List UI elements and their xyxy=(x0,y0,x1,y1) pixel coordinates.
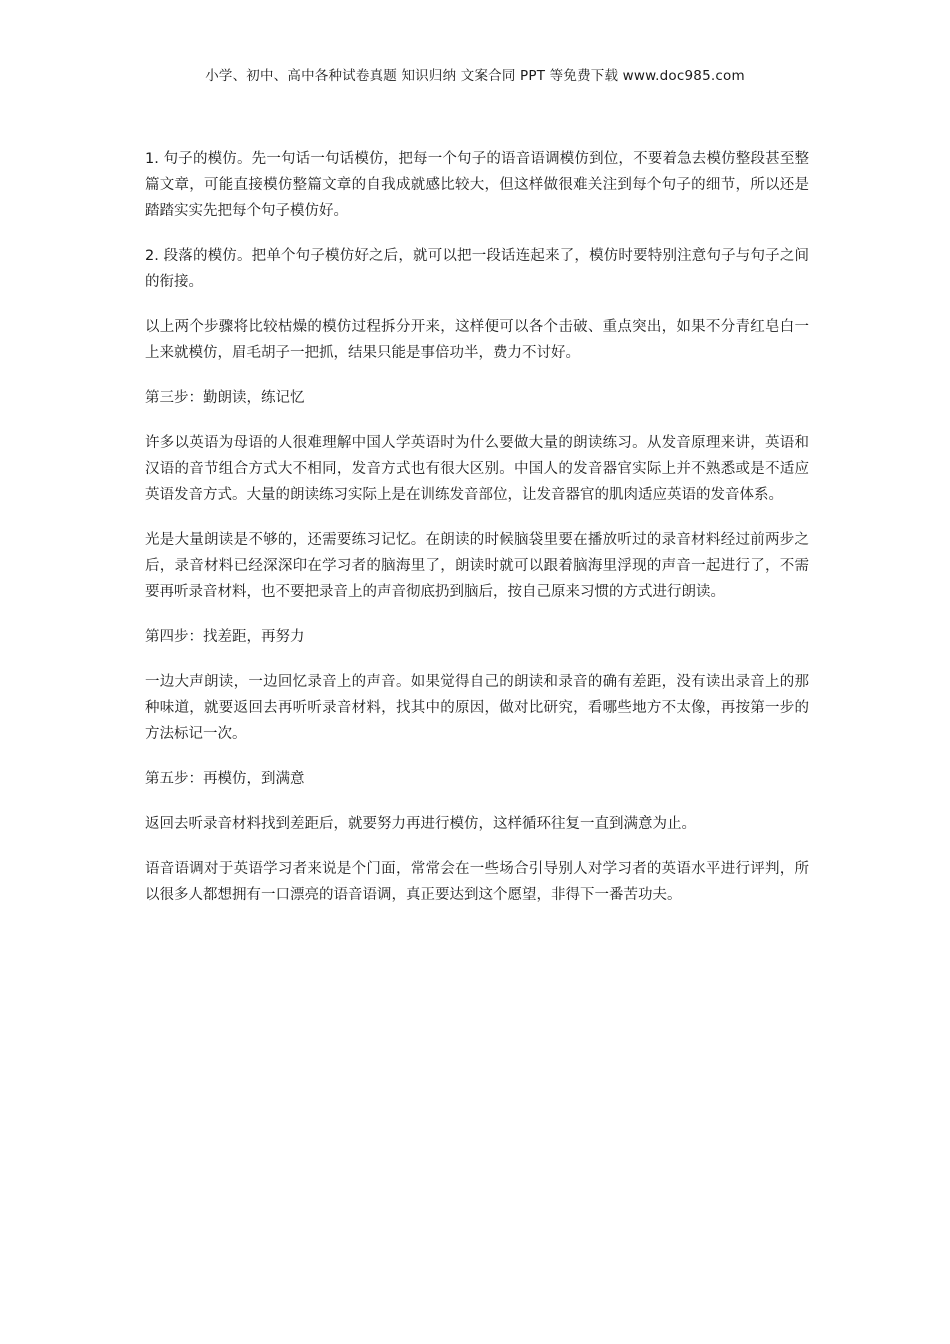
paragraph-conclusion: 语音语调对于英语学习者来说是个门面，常常会在一些场合引导别人对学习者的英语水平进行评判，所以很多人都想拥有一口漂亮的语音语调，真正要达到这个愿望，非得下一番苦功夫。 xyxy=(145,861,809,903)
step-five-heading: 第五步：再模仿，到满意 xyxy=(145,771,305,787)
paragraph-summary: 以上两个步骤将比较枯燥的模仿过程拆分开来，这样便可以各个击破、重点突出，如果不分青红皂白一上来就模仿，眉毛胡子一把抓，结果只能是事倍功半，费力不讨好。 xyxy=(145,319,809,361)
paragraph-imitate-again: 返回去听录音材料找到差距后，就要努力再进行模仿，这样循环往复一直到满意为止。 xyxy=(145,816,696,832)
step-three-heading: 第三步：勤朗读，练记忆 xyxy=(145,390,305,406)
paragraph-find-gap: 一边大声朗读，一边回忆录音上的声音。如果觉得自己的朗读和录音的确有差距，没有读出录音上的那种味道，就要返回去再听听录音材料，找其中的原因，做对比研究，看哪些地方不太像，再按第一步的方法标记一次。 xyxy=(145,674,809,742)
paragraph-sentence-imitation: 1. 句子的模仿。先一句话一句话模仿，把每一个句子的语音语调模仿到位，不要着急去模仿整段甚至整篇文章，可能直接模仿整篇文章的自我成就感比较大，但这样做很难关注到每个句子的细节，所以还是踏踏实实先把每个句子模仿好。 xyxy=(145,151,809,219)
paragraph-reading-practice: 许多以英语为母语的人很难理解中国人学英语时为什么要做大量的朗读练习。从发音原理来讲，英语和汉语的音节组合方式大不相同，发音方式也有很大区别。中国人的发音器官实际上并不熟悉或是不适应英语发音方式。大量的朗读练习实际上是在训练发音部位，让发音器官的肌肉适应英语的发音体系。 xyxy=(145,435,809,503)
step-four-heading: 第四步：找差距，再努力 xyxy=(145,629,305,645)
paragraph-memory-practice: 光是大量朗读是不够的，还需要练习记忆。在朗读的时候脑袋里要在播放听过的录音材料经过前两步之后，录音材料已经深深印在学习者的脑海里了，朗读时就可以跟着脑海里浮现的声音一起进行了，不需要再听录音材料，也不要把录音上的声音彻底扔到脑后，按自己原来习惯的方式进行朗读。 xyxy=(145,532,809,600)
paragraph-paragraph-imitation: 2. 段落的模仿。把单个句子模仿好之后，就可以把一段话连起来了，模仿时要特别注意句子与句子之间的衔接。 xyxy=(145,248,809,290)
document-body xyxy=(145,146,809,927)
page-header: 小学、初中、高中各种试卷真题 知识归纳 文案合同 PPT 等免费下载 www.doc985.com xyxy=(205,68,745,84)
